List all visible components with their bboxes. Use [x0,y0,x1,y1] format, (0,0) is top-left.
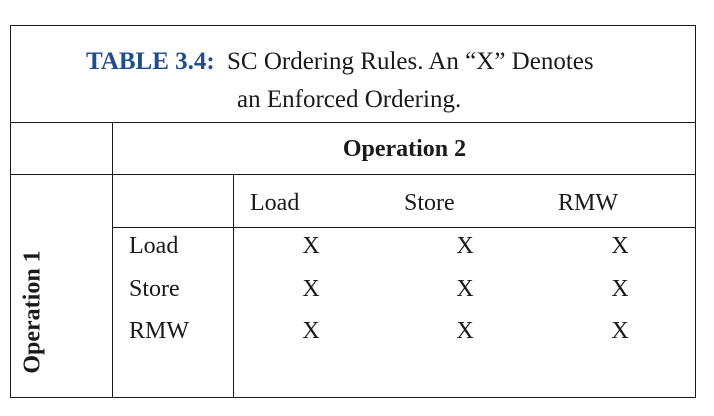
row-header-rmw: RMW [129,318,189,344]
divider-row-labels [233,174,234,398]
table-cell: X [456,318,474,344]
caption-title-line2: an Enforced Ordering. [237,86,462,113]
caption-title-line1: SC Ordering Rules. An “X” Denotes [226,48,594,75]
table-cell: X [302,276,320,302]
operation-2-header: Operation 2 [342,136,467,162]
column-header-rmw: RMW [558,190,618,216]
table-cell: X [456,276,474,302]
table-cell: X [611,276,629,302]
table-cell: X [611,318,629,344]
column-header-load: Load [250,190,300,216]
column-header-store: Store [404,190,455,216]
table-cell: X [611,233,629,259]
table-cell: X [302,233,320,259]
table-cell: X [302,318,320,344]
row-header-store: Store [129,276,180,302]
divider-op1 [112,122,113,398]
table-cell: X [456,233,474,259]
operation-1-header: Operation 1 [19,250,46,374]
caption-label: TABLE 3.4: [86,48,215,75]
row-header-load: Load [129,233,179,259]
divider-col-headers [113,227,696,228]
